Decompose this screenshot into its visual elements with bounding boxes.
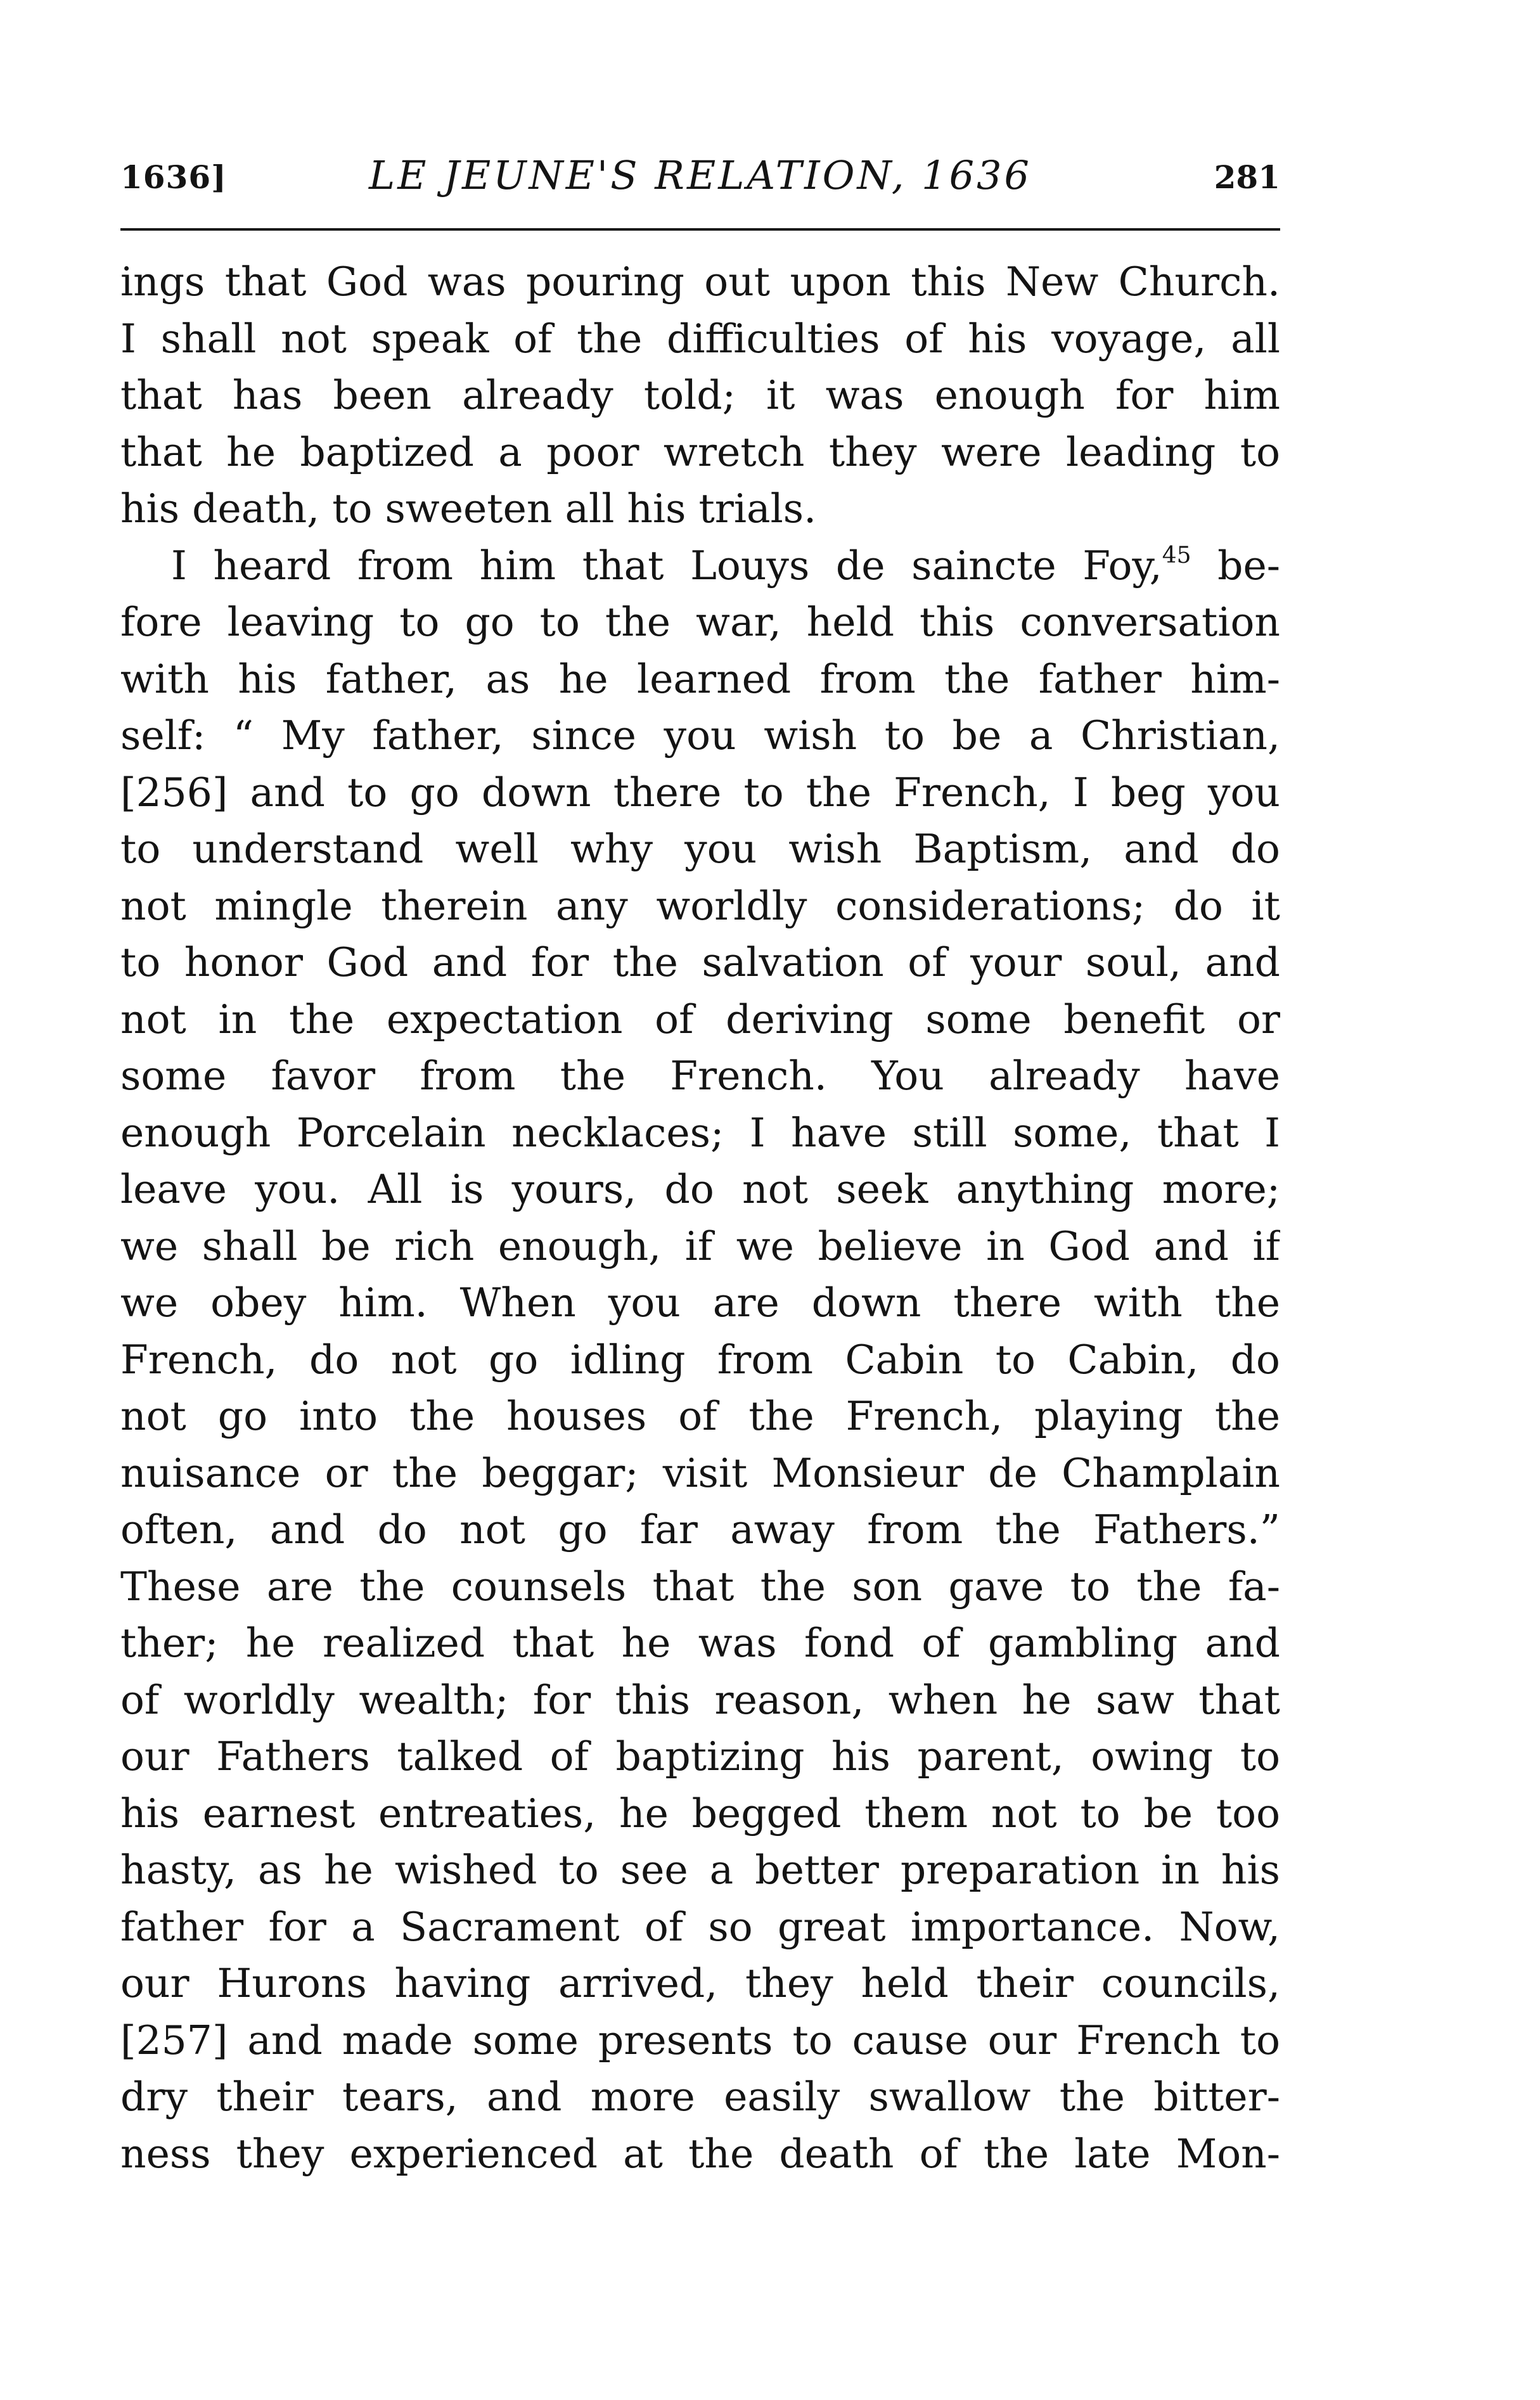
text-line: often, and do not go far away from the Fathers.” bbox=[120, 1506, 1280, 1553]
text-line: self: “ My father, since you wish to be a Christian, bbox=[120, 712, 1280, 759]
text-line: ness they experienced at the death of the late Mon- bbox=[120, 2130, 1280, 2177]
running-head bbox=[120, 151, 1280, 202]
text-line: of worldly wealth; for this reason, when he saw that bbox=[120, 1676, 1280, 1723]
text-line: that he baptized a poor wretch they were leading to bbox=[120, 428, 1280, 475]
text-line: ther; he realized that he was fond of gambling and bbox=[120, 1620, 1280, 1666]
text-line: not go into the houses of the French, playing the bbox=[120, 1393, 1280, 1439]
text-line: ings that God was pouring out upon this New Church. bbox=[120, 259, 1280, 305]
text-line: [256] and to go down there to the French, I beg you bbox=[120, 769, 1280, 816]
text-line: [257] and made some presents to cause our French to bbox=[120, 2017, 1280, 2063]
running-head-year: 1636] bbox=[120, 158, 227, 196]
page-number: 281 bbox=[1214, 158, 1280, 196]
text-line: to understand well why you wish Baptism, and do bbox=[120, 826, 1280, 872]
text-line: French, do not go idling from Cabin to Cabin, do bbox=[120, 1336, 1280, 1383]
text-line: his earnest entreaties, he begged them not to be too bbox=[120, 1790, 1280, 1837]
body-text bbox=[120, 253, 1280, 2182]
text-line: not in the expectation of deriving some benefit or bbox=[120, 996, 1280, 1043]
text-line: some favor from the French. You already have bbox=[120, 1053, 1280, 1099]
text-line: our Fathers talked of baptizing his parent, owing to bbox=[120, 1733, 1280, 1780]
text-line: leave you. All is yours, do not seek anything more; bbox=[120, 1166, 1280, 1212]
text-line: dry their tears, and more easily swallow the bitter- bbox=[120, 2074, 1280, 2120]
text-line: hasty, as he wished to see a better preparation in his bbox=[120, 1847, 1280, 1893]
text-line: I shall not speak of the difficulties of his voyage, all bbox=[120, 315, 1280, 362]
running-head-title: LE JEUNE'S RELATION, 1636 bbox=[369, 152, 1032, 198]
text-line: These are the counsels that the son gave to the fa- bbox=[120, 1563, 1280, 1610]
footnote-reference: 45 bbox=[1162, 542, 1191, 568]
text-line: his death, to sweeten all his trials. bbox=[120, 485, 817, 532]
text-line-segment: be- bbox=[1217, 542, 1280, 589]
text-line: we obey him. When you are down there with the bbox=[120, 1280, 1280, 1326]
text-line-with-footnote bbox=[120, 537, 1280, 594]
text-line: enough Porcelain necklaces; I have still some, that I bbox=[120, 1109, 1280, 1156]
text-line: nuisance or the beggar; visit Monsieur de Champlain bbox=[120, 1449, 1280, 1496]
text-line: we shall be rich enough, if we believe in God and if bbox=[120, 1222, 1280, 1269]
text-line: father for a Sacrament of so great importance. Now, bbox=[120, 1903, 1280, 1950]
text-line: our Hurons having arrived, they held their councils, bbox=[120, 1960, 1280, 2006]
text-line-segment: I heard from him that Louys de saincte Foy, bbox=[171, 542, 1162, 589]
text-line: fore leaving to go to the war, held this conversation bbox=[120, 599, 1280, 645]
header-rule bbox=[120, 228, 1280, 231]
text-line: with his father, as he learned from the father him- bbox=[120, 655, 1280, 702]
text-line: not mingle therein any worldly considerations; do it bbox=[120, 882, 1280, 929]
text-line: to honor God and for the salvation of your soul, and bbox=[120, 939, 1280, 985]
text-line: that has been already told; it was enough for him bbox=[120, 372, 1280, 418]
